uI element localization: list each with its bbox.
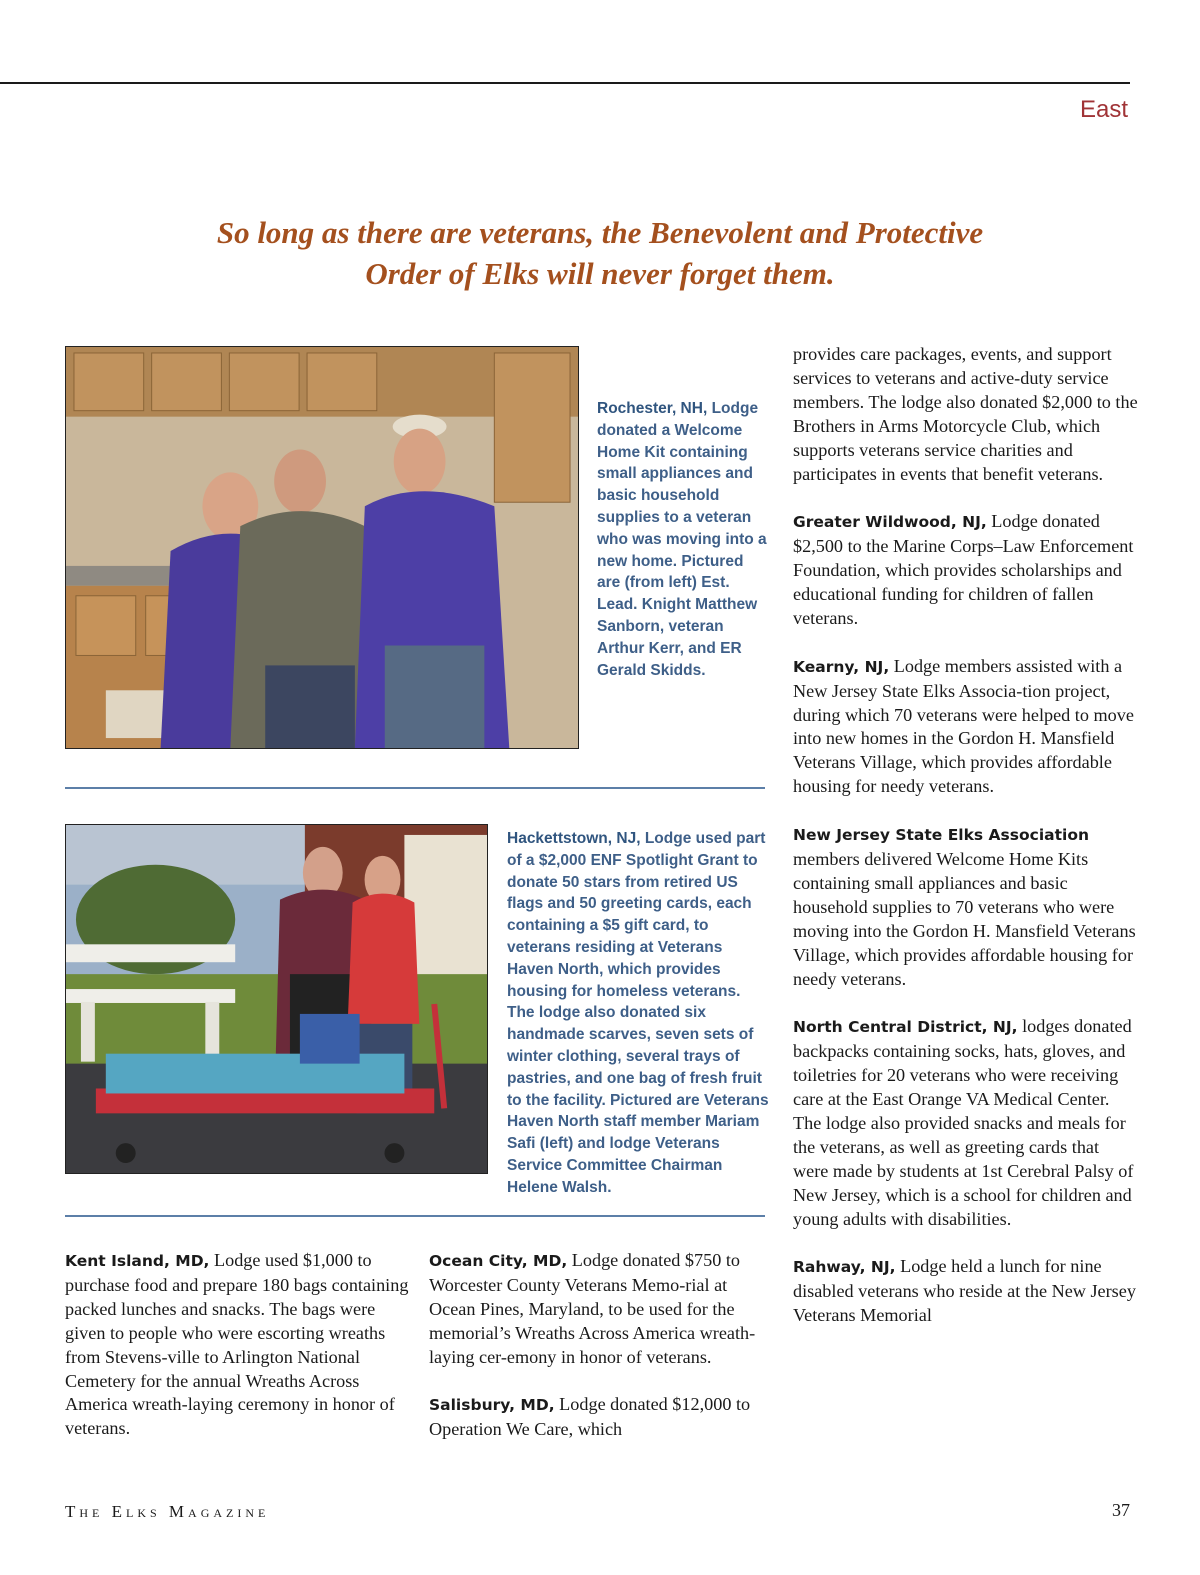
divider-rule — [65, 1215, 765, 1217]
article-column-2 — [429, 1249, 769, 1442]
paragraph-text: Lodge held a lunch for nine disabled veterans who reside at the New Jersey Veterans Memorial — [793, 1256, 1136, 1326]
hackettstown-caption — [507, 828, 769, 1199]
paragraph-text: Lodge donated $750 to Worcester County Veterans Memo-rial at Ocean Pines, Maryland, to be used for the memorial’s Wreaths Across America wreath-laying cer-emony in honor of veterans. — [429, 1250, 756, 1367]
paragraph-lead: Greater Wildwood, NJ, — [793, 513, 987, 532]
paragraph-text: lodges donated backpacks containing socks, hats, gloves, and toiletries for 20 veterans who were receiving care at the East Orange VA Medical Center. The lodge also provided snacks and meals for the veterans, as well as greeting cards that were made by students at 1st Cerebral Palsy of New Jersey, which is a school for children and young adults with disabilities. — [793, 1016, 1134, 1229]
paragraph-lead: North Central District, NJ, — [793, 1018, 1018, 1037]
paragraph-text: Lodge members assisted with a New Jersey State Elks Associa-tion project, during which 70 veterans were helped to move into new homes in the Gordon H. Mansfield Veterans Village, which provides affordable housing for needy veterans. — [793, 655, 1134, 797]
divider-rule — [65, 787, 765, 789]
article-column-1 — [65, 1249, 410, 1441]
hackettstown-photo — [65, 824, 488, 1174]
hackettstown-caption-text: Lodge used part of a $2,000 ENF Spotlight Grant to donate 50 stars from retired US flags and 50 greeting cards, each containing a $5 gift card, to veterans residing at Veterans Haven North, which provides housing for homeless veterans. The lodge also donated six handmade scarves, seven sets of winter clothing, several trays of pastries, and one bag of fresh fruit to the facility. Pictured are Veterans Haven North staff member Mariam Safi (left) and lodge Veterans Service Committee Chairman Helene Walsh. — [507, 830, 769, 1196]
article-paragraph — [793, 1255, 1138, 1328]
article-paragraph — [429, 1393, 769, 1442]
paragraph-text: Lodge donated $12,000 to Operation We Care, which — [429, 1394, 751, 1440]
paragraph-text: Lodge donated $2,500 to the Marine Corps–Law Enforcement Foundation, which provides scholarships and educational funding for children of fallen veterans. — [793, 511, 1134, 628]
article-column-3 — [793, 343, 1138, 1328]
paragraph-lead: New Jersey State Elks Association — [793, 826, 1090, 845]
paragraph-lead: Ocean City, MD, — [429, 1252, 568, 1270]
article-paragraph — [793, 510, 1138, 631]
article-paragraph — [793, 343, 1138, 486]
paragraph-text: members delivered Welcome Home Kits containing small appliances and basic household supplies to 70 veterans who were moving into the Gordon H. Mansfield Veterans Village, which provides affordable housing for needy veterans. — [793, 848, 1136, 989]
rochester-caption — [597, 398, 769, 681]
paragraph-lead: Salisbury, MD, — [429, 1396, 555, 1415]
section-label: East — [1079, 96, 1128, 123]
rochester-caption-text: Lodge donated a Welcome Home Kit containing small appliances and basic household supplies to a veteran who was moving into a new home. Pictured are (from left) Est. Lead. Knight Matthew Sanborn, veteran Arthur Kerr, and ER Gerald Skidds. — [597, 400, 767, 679]
paragraph-text: Lodge used $1,000 to purchase food and prepare 180 bags containing packed lunches and snacks. The bags were given to people who were escorting wreaths from Stevens-ville to Arlington National Cemetery for the annual Wreaths Across America wreath-laying ceremony in honor of veterans. — [65, 1250, 409, 1439]
paragraph-lead: Rahway, NJ, — [793, 1258, 896, 1277]
magazine-name: The Elks Magazine — [65, 1502, 270, 1521]
paragraph-lead: Kent Island, MD, — [65, 1252, 210, 1270]
rochester-caption-place: Rochester, NH, — [597, 400, 708, 417]
article-paragraph — [793, 1015, 1138, 1231]
paragraph-lead: Kearny, NJ, — [793, 657, 890, 676]
article-paragraph — [793, 823, 1138, 991]
rochester-photo — [65, 346, 579, 749]
pull-quote: So long as there are veterans, the Benevolent and Protective Order of Elks will never forget them. — [216, 215, 984, 291]
header-rule — [0, 82, 1130, 84]
page-number: 37 — [1112, 1500, 1130, 1520]
article-paragraph — [65, 1249, 410, 1441]
hackettstown-caption-place: Hackettstown, NJ, — [507, 830, 641, 847]
paragraph-text: provides care packages, events, and support services to veterans and active-duty service members. The lodge also donated $2,000 to the Brothers in Arms Motorcycle Club, which supports veterans service charities and participates in events that benefit veterans. — [793, 344, 1138, 484]
article-paragraph — [793, 655, 1138, 799]
article-paragraph — [429, 1249, 769, 1370]
